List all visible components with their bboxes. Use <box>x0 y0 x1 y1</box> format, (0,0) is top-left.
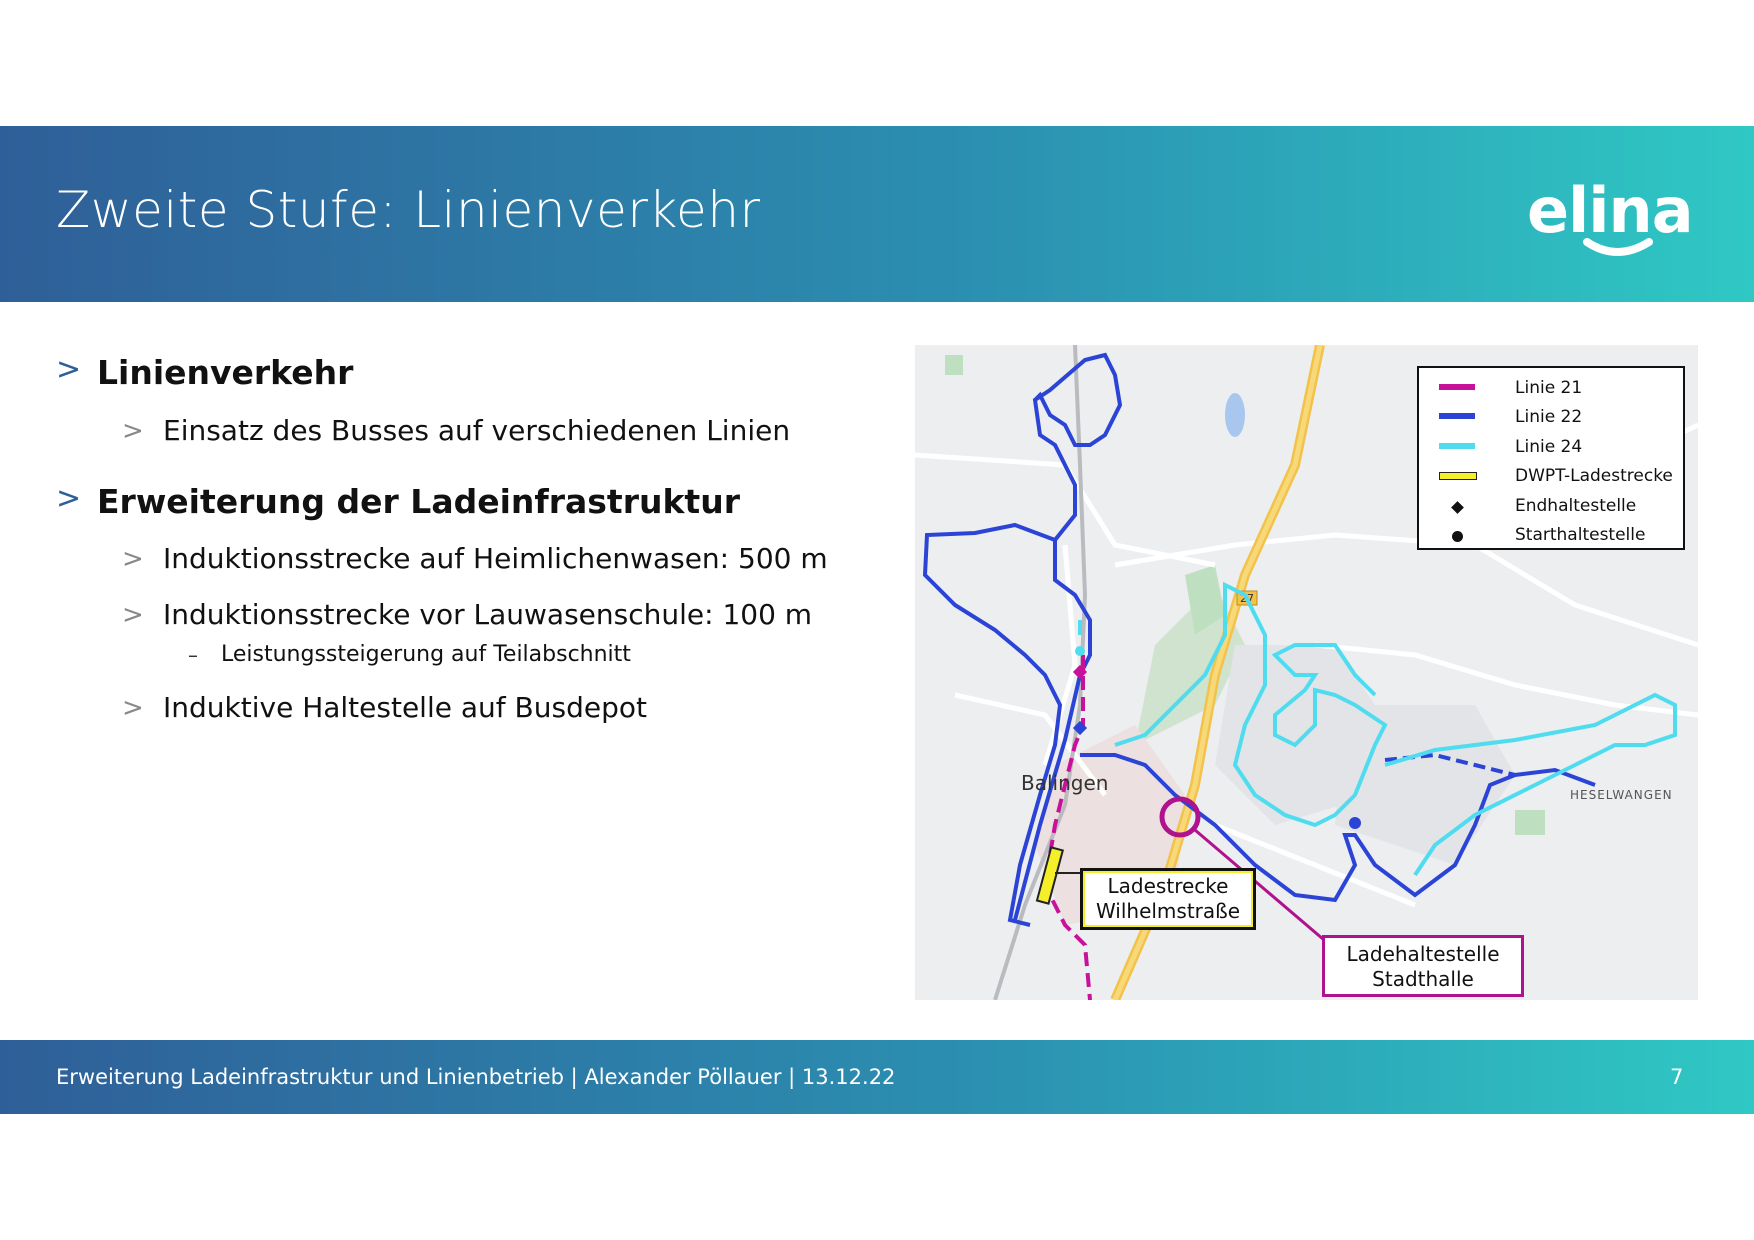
page-number: 7 <box>1670 1065 1684 1089</box>
elina-logo <box>1525 170 1705 260</box>
place-label-balingen: Balingen <box>1021 771 1109 795</box>
sub-bullet-busdepot: Induktive Haltestelle auf Busdepot <box>163 691 647 724</box>
sub-sub-bullet-leistung: Leistungssteigerung auf Teilabschnitt <box>221 642 631 667</box>
sub-bullet-marker: > <box>122 416 144 446</box>
bullet-erweiterung: Erweiterung der Ladeinfrastruktur <box>97 482 740 521</box>
sub-bullet-einsatz: Einsatz des Busses auf verschiedenen Linien <box>163 414 791 447</box>
callout-ladehaltestelle <box>1322 935 1524 997</box>
elina-logo-graphic <box>1525 170 1705 260</box>
legend-label: Linie 22 <box>1515 407 1583 427</box>
road-number-label: 27 <box>1240 592 1254 605</box>
sub-bullet-marker: > <box>122 693 144 723</box>
callout-line: Ladehaltestelle <box>1346 942 1500 966</box>
bullet-marker: > <box>56 352 82 387</box>
bullet-linienverkehr: Linienverkehr <box>97 353 354 392</box>
route-map <box>915 345 1698 1000</box>
legend-dot-icon <box>1452 531 1463 542</box>
map-legend <box>1417 366 1685 550</box>
legend-line-swatch <box>1439 413 1475 419</box>
footer-banner <box>0 1040 1754 1114</box>
callout-line: Wilhelmstraße <box>1095 899 1241 923</box>
sub-bullet-lauwasenschule: Induktionsstrecke vor Lauwasenschule: 100 m <box>163 598 813 631</box>
footer-text: Erweiterung Ladeinfrastruktur und Linienbetrieb | Alexander Pöllauer | 13.12.22 <box>56 1065 896 1089</box>
bullet-marker: > <box>56 481 82 516</box>
callout-ladestrecke <box>1080 868 1256 930</box>
legend-label: Starthaltestelle <box>1515 525 1646 545</box>
sub-bullet-marker: > <box>122 544 144 574</box>
sub-sub-bullet-marker: – <box>188 643 198 667</box>
legend-label: Linie 24 <box>1515 437 1583 457</box>
legend-label: DWPT-Ladestrecke <box>1515 466 1673 486</box>
legend-label: Linie 21 <box>1515 378 1583 398</box>
legend-label: Endhaltestelle <box>1515 496 1637 516</box>
legend-bar-swatch <box>1439 472 1477 480</box>
callout-line: Stadthalle <box>1372 967 1474 991</box>
start-stop-marker <box>1349 817 1361 829</box>
place-label-heselwangen: HESELWANGEN <box>1570 788 1673 802</box>
legend-line-swatch <box>1439 443 1475 449</box>
logo-wordmark: elina <box>1527 174 1693 247</box>
page-title: Zweite Stufe: Linienverkehr <box>56 181 761 239</box>
callout-line: Ladestrecke <box>1107 874 1229 898</box>
legend-line-swatch <box>1439 384 1475 390</box>
sub-bullet-heimlichenwasen: Induktionsstrecke auf Heimlichenwasen: 500 m <box>163 542 828 575</box>
sub-bullet-marker: > <box>122 600 144 630</box>
legend-diamond-icon <box>1451 501 1464 514</box>
start-stop-marker <box>1075 646 1085 656</box>
header-banner <box>0 126 1754 302</box>
